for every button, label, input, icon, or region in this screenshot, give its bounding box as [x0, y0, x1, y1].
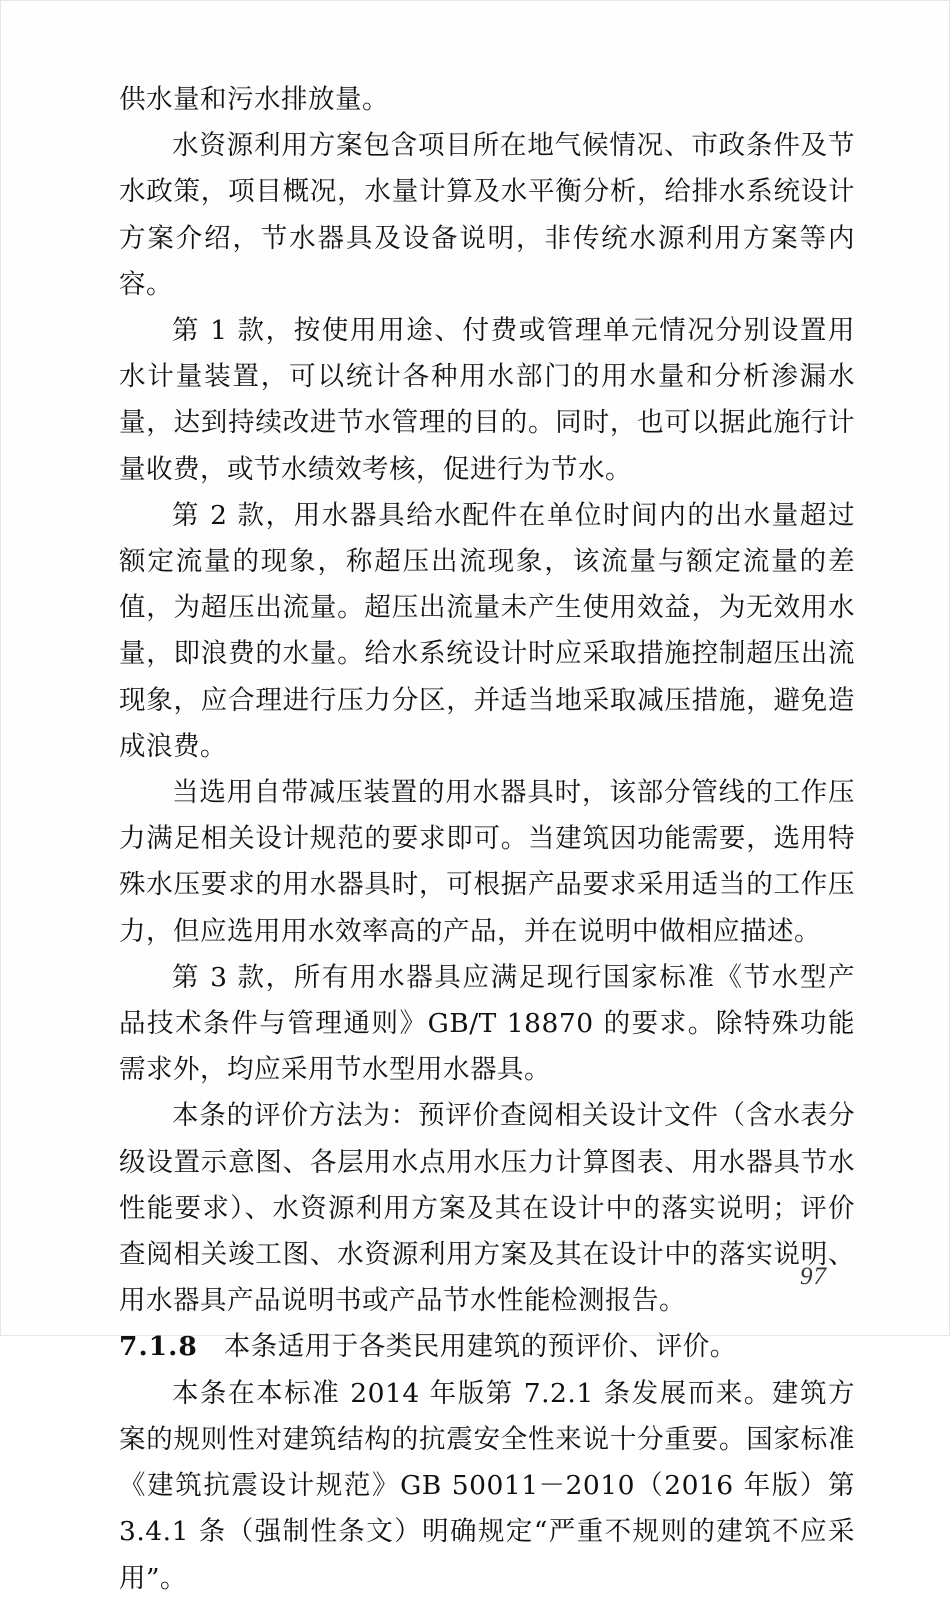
- clause-number: 7.1.8: [119, 1331, 198, 1363]
- paragraph-1: 供水量和污水排放量。: [119, 84, 389, 115]
- page-number: 97: [800, 1263, 827, 1290]
- paragraph-6: 第 3 款，所有用水器具应满足现行国家标准《节水型产品技术条件与管理通则》GB/T 18870 的要求。除特殊功能需求外，均应采用节水型用水器具。: [119, 961, 855, 1086]
- paragraph-2: 水资源利用方案包含项目所在地气候情况、市政条件及节水政策，项目概况，水量计算及水平衡分析，给排水系统设计方案介绍，节水器具及设备说明，非传统水源利用方案等内容。: [119, 130, 855, 300]
- paragraph-closing: 本条在本标准 2014 年版第 7.2.1 条发展而来。建筑方案的规则性对建筑结构的抗震安全性来说十分重要。国家标准《建筑抗震设计规范》GB 50011－2010（2016 年版）第 3.4.1 条（强制性条文）明确规定“严重不规则的建筑不应采用”。: [119, 1377, 855, 1594]
- paragraph-7: 本条的评价方法为：预评价查阅相关设计文件（含水表分级设置示意图、各层用水点用水压力计算图表、用水器具节水性能要求）、水资源利用方案及其在设计中的落实说明；评价查阅相关竣工图、水资源利用方案及其在设计中的落实说明、用水器具产品说明书或产品节水性能检测报告。: [119, 1100, 855, 1317]
- clause-text: 本条适用于各类民用建筑的预评价、评价。: [223, 1331, 737, 1363]
- paragraph-4: 第 2 款，用水器具给水配件在单位时间内的出水量超过额定流量的现象，称超压出流现象，该流量与额定流量的差值，为超压出流量。超压出流量未产生使用效益，为无效用水量，即浪费的水量。给水系统设计时应采取措施控制超压出流现象，应合理进行压力分区，并适当地采取减压措施，避免造成浪费。: [119, 499, 855, 762]
- page-body: [119, 77, 855, 1602]
- clause-heading: [119, 1324, 855, 1370]
- paragraph-5: 当选用自带减压装置的用水器具时，该部分管线的工作压力满足相关设计规范的要求即可。当建筑因功能需要，选用特殊水压要求的用水器具时，可根据产品要求采用适当的工作压力，但应选用用水效率高的产品，并在说明中做相应描述。: [119, 777, 855, 947]
- paragraph-3: 第 1 款，按使用用途、付费或管理单元情况分别设置用水计量装置，可以统计各种用水部门的用水量和分析渗漏水量，达到持续改进节水管理的目的。同时，也可以据此施行计量收费，或节水绩效考核，促进行为节水。: [119, 315, 855, 485]
